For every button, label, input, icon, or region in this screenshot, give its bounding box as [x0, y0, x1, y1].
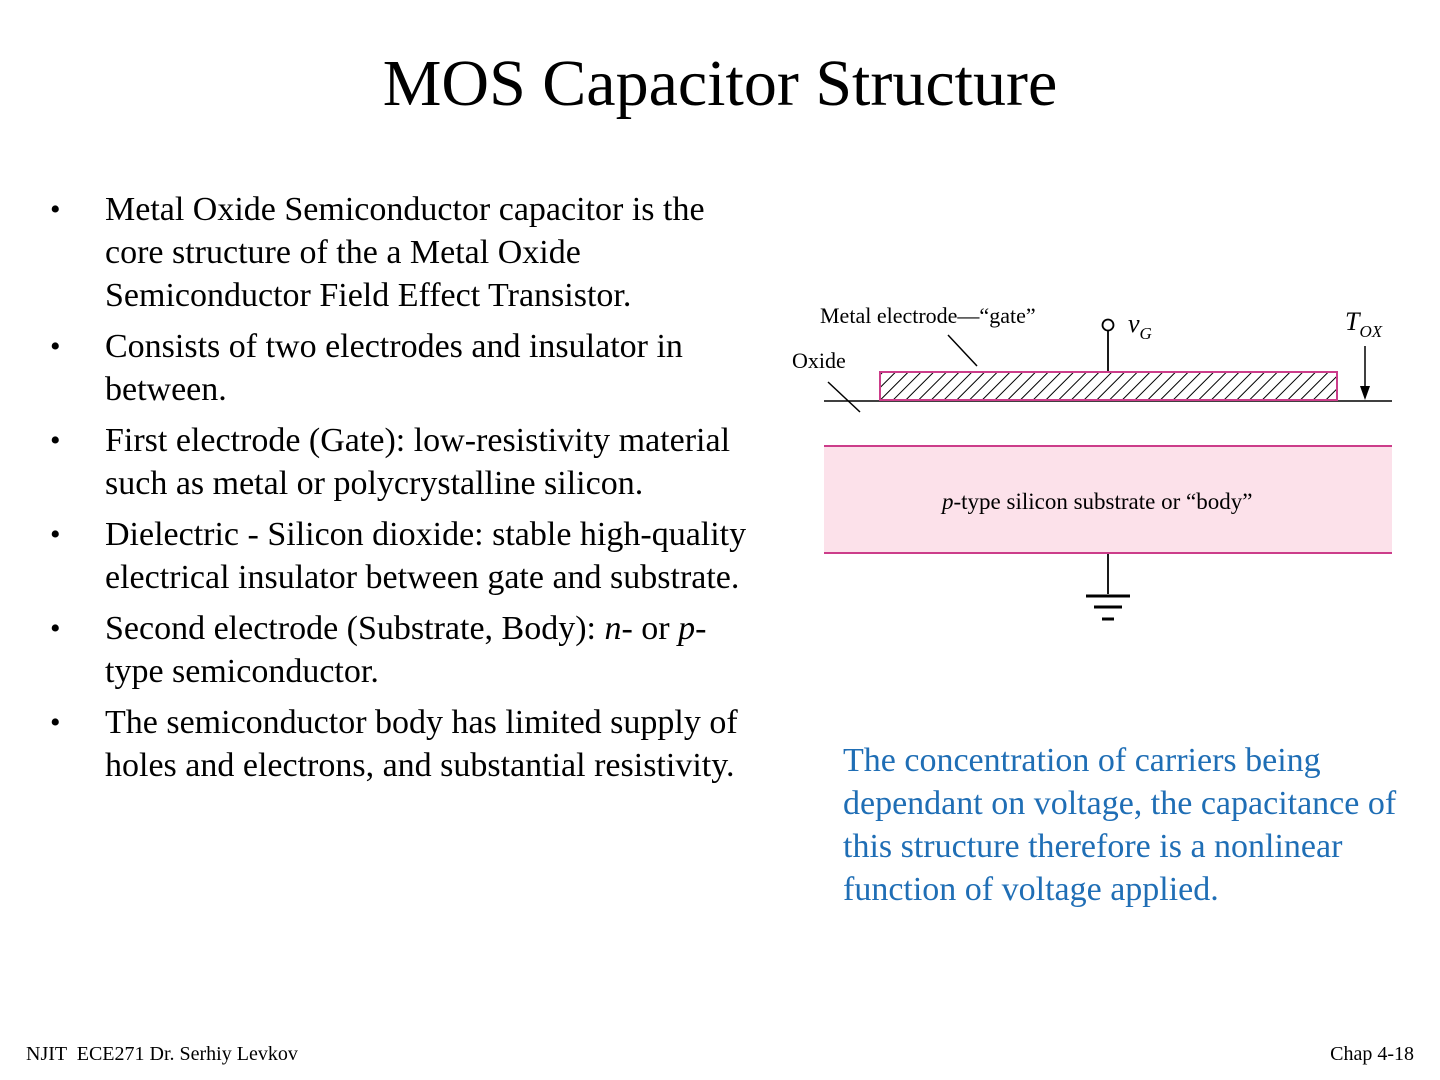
bullet-text: Consists of two electrodes and insulator in between. — [105, 328, 683, 408]
bullet-dot: • — [50, 612, 61, 645]
vg-label-sub: G — [1139, 324, 1152, 343]
bullet-text-p: p — [678, 610, 696, 647]
vg-label — [1128, 309, 1152, 343]
bullet-text: Dielectric - Silicon dioxide: stable high-quality electrical insulator between gate and substrate. — [105, 516, 747, 596]
vg-label-main: v — [1128, 309, 1140, 338]
bullet-text-n: n — [604, 610, 622, 647]
substrate-label-rest: -type silicon substrate or “body” — [953, 489, 1253, 514]
oxide-pointer — [828, 382, 860, 412]
bullet-dot: • — [50, 424, 61, 457]
bullet-dot: • — [50, 706, 61, 739]
oxide-label: Oxide — [792, 348, 846, 373]
gate-terminal — [1103, 320, 1114, 331]
tox-label-sub: OX — [1359, 322, 1383, 341]
bullet-text-mid: - or — [621, 610, 679, 647]
tox-label — [1345, 307, 1383, 341]
gate-electrode — [880, 372, 1337, 400]
mos-capacitor-diagram — [780, 296, 1400, 636]
bullet-text: The semiconductor body has limited supply of holes and electrons, and substantial resistivity. — [105, 704, 738, 784]
bullet-dot: • — [50, 330, 61, 363]
bullet-text: Metal Oxide Semiconductor capacitor is the core structure of the a Metal Oxide Semiconductor Field Effect Transistor. — [105, 191, 705, 314]
footer-page: Chap 4-18 — [1330, 1043, 1414, 1065]
slide-title: MOS Capacitor Structure — [382, 47, 1058, 120]
bullet-list — [48, 188, 760, 795]
bullet-text: First electrode (Gate): low-resistivity material such as metal or polycrystalline silicon. — [105, 422, 731, 502]
bullet-item — [48, 607, 760, 693]
substrate-label — [940, 489, 1252, 514]
gate-label: Metal electrode—“gate” — [820, 303, 1036, 328]
mos-diagram-svg — [780, 296, 1400, 636]
bullet-item — [48, 188, 760, 317]
bullet-text-pre: Second electrode (Substrate, Body): — [105, 610, 605, 647]
substrate-label-p: p — [942, 489, 954, 514]
bullet-item — [48, 701, 760, 787]
footer-course: NJIT ECE271 Dr. Serhiy Levkov — [26, 1043, 298, 1065]
tox-arrow-top-head — [1360, 386, 1370, 400]
bullet-item — [48, 419, 760, 505]
ground-icon — [1086, 596, 1130, 619]
bullet-item — [48, 513, 760, 599]
bullet-dot: • — [50, 518, 61, 551]
gate-pointer — [948, 335, 977, 366]
bullet-text-post: -type semiconductor. — [105, 610, 707, 690]
bullet-dot: • — [50, 193, 61, 226]
voltage-note: The concentration of carriers being dependant on voltage, the capacitance of this structure therefore is a nonlinear function of voltage applied. — [843, 742, 1397, 908]
tox-label-main: T — [1345, 307, 1360, 336]
bullet-item — [48, 325, 760, 411]
